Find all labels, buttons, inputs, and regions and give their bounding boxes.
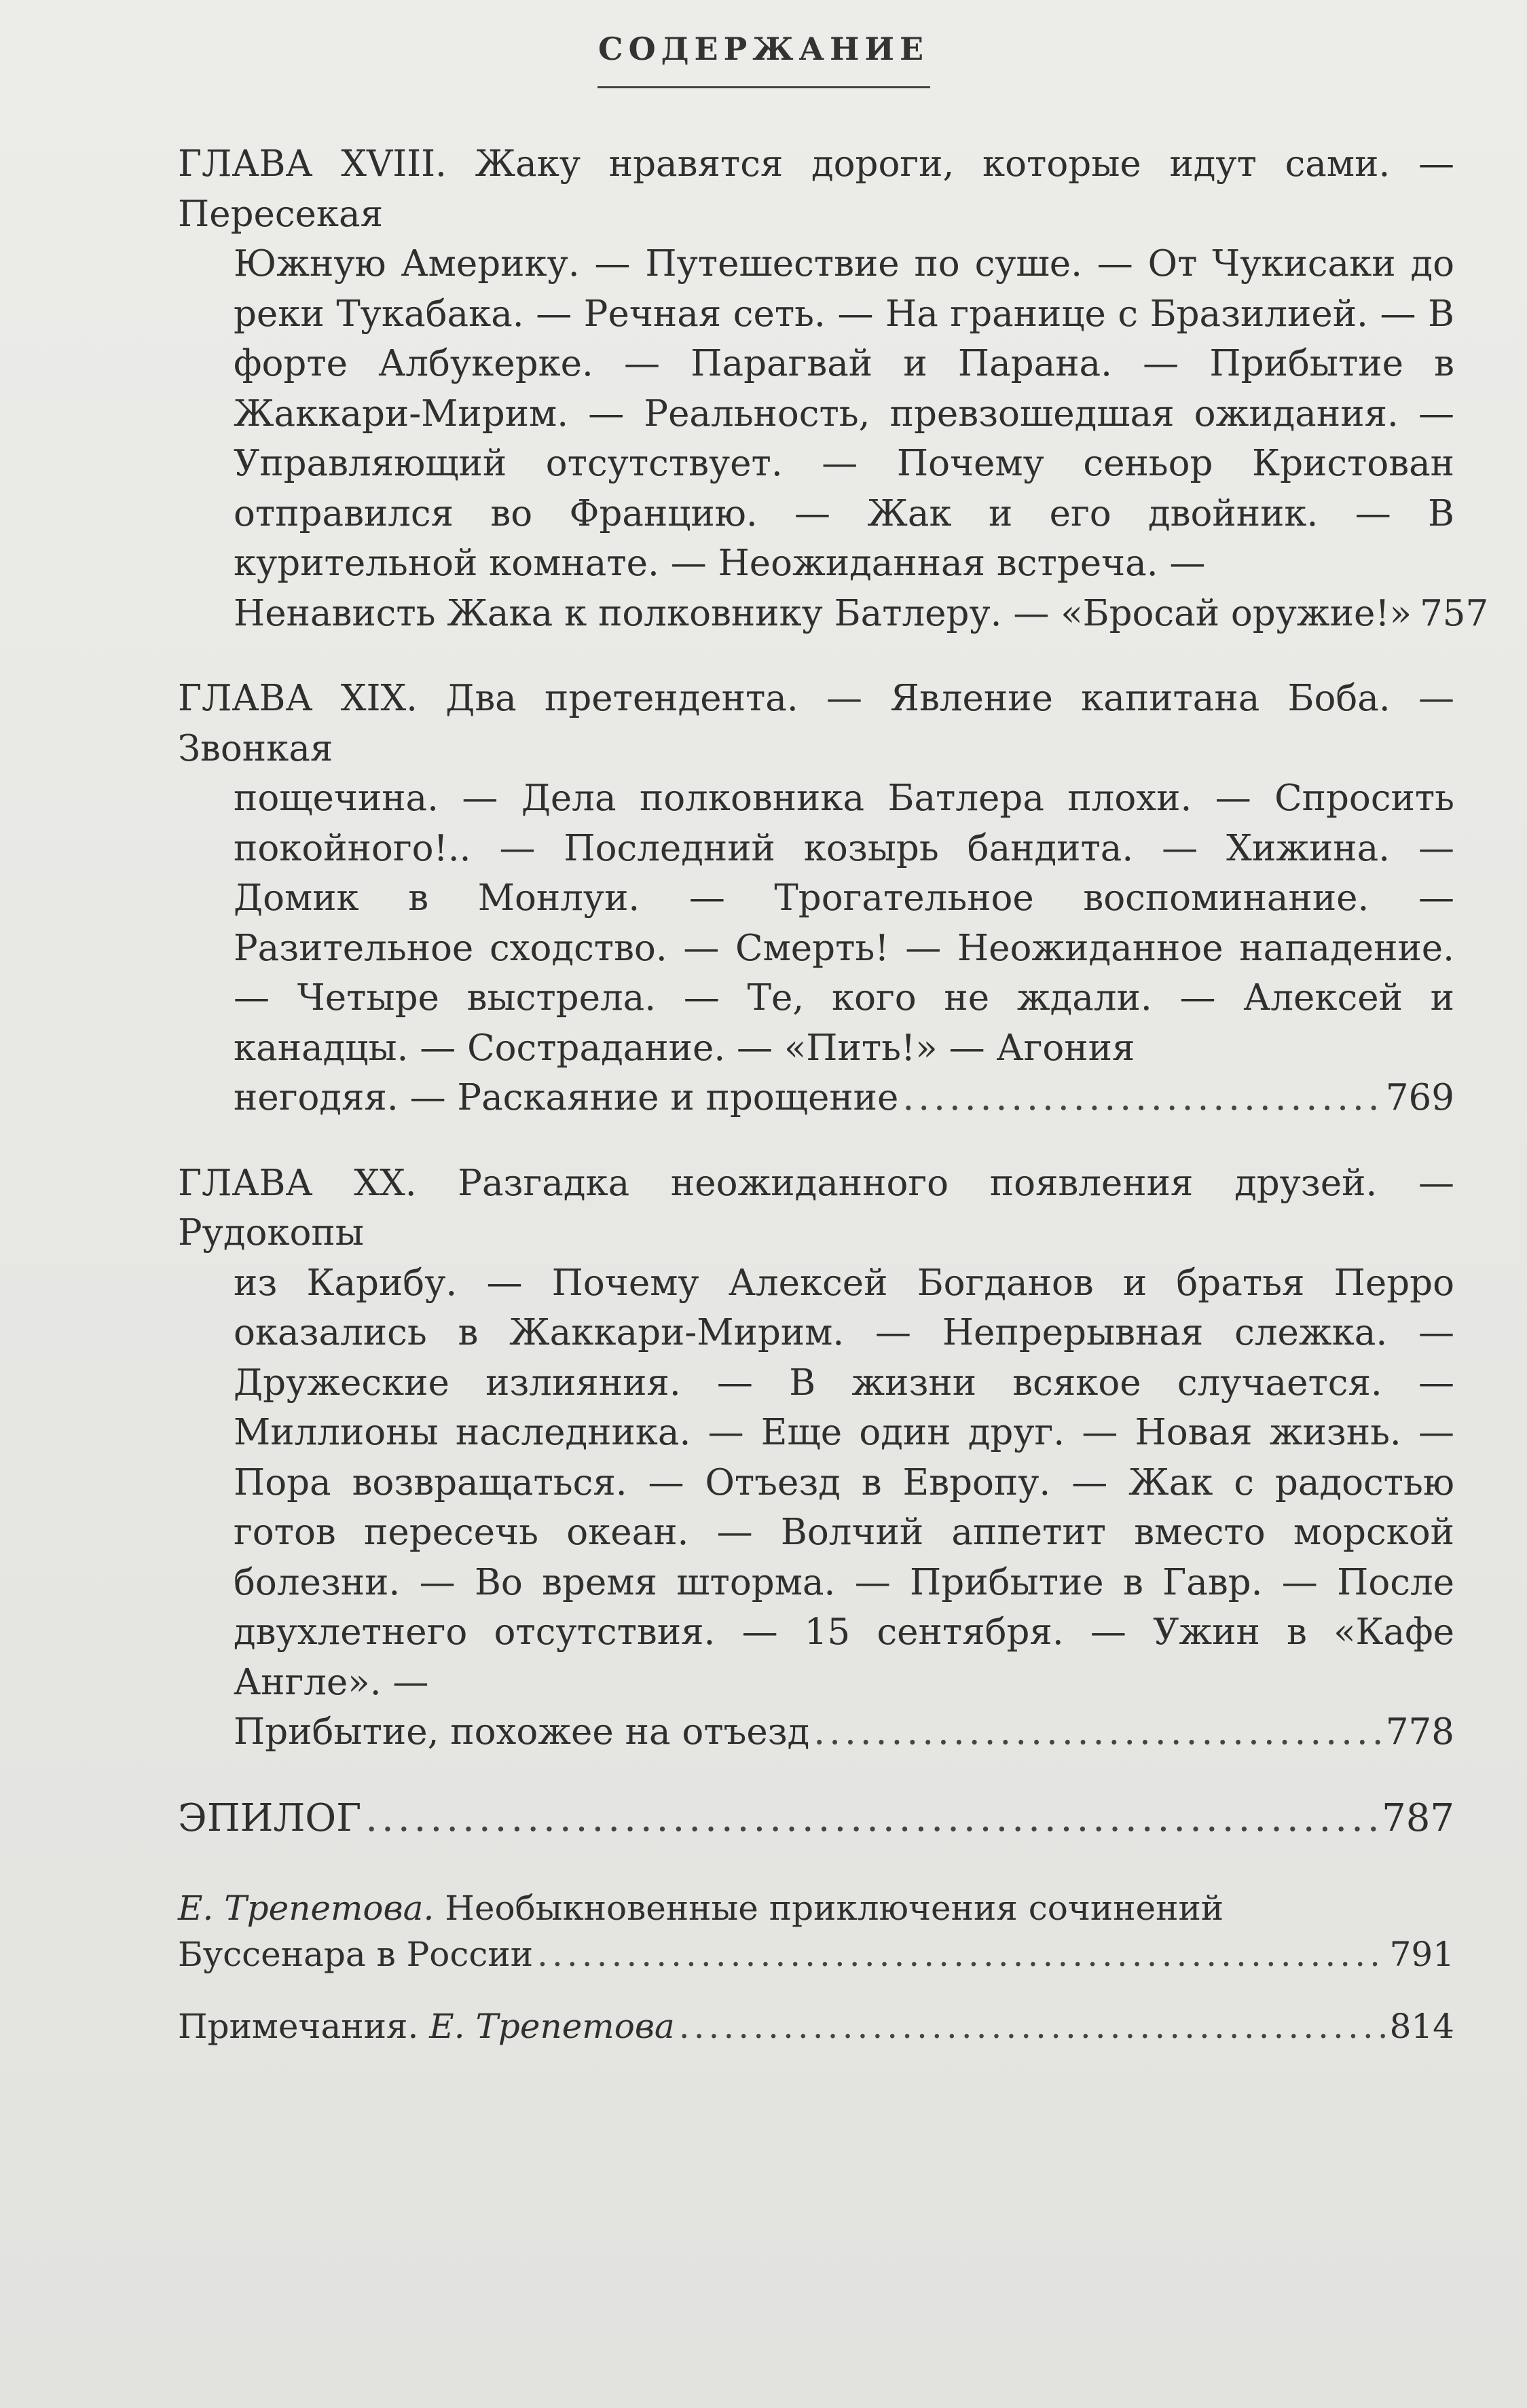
epilog-label: ЭПИЛОГ	[178, 1795, 362, 1840]
chapter-20-last-line: Прибытие, похожее на отъезд	[234, 1711, 810, 1753]
dot-leader	[537, 1931, 1386, 1977]
chapter-19-body-block	[178, 773, 1454, 1123]
toc-entry-chapter-18	[178, 139, 1489, 638]
table-of-contents	[178, 139, 1489, 2075]
chapter-20-leader-line	[234, 1707, 1454, 1757]
chapter-19-body: пощечина. — Дела полковника Батлера плохи. — Спросить покойного!.. — Последний козырь бандита. — Хижина. — Домик в Монлуи. — Трогательное воспоминание. — Разительное сходство. — Смерть! — Неожиданное нападение. — Четыре выстрела. — Те, кого не ждали. — Алексей и канадцы. — Сострадание. — «Пить!» — Агония	[234, 778, 1454, 1069]
chapter-18-body-block	[178, 239, 1489, 638]
dot-leader	[365, 1793, 1378, 1844]
article-page-number: 791	[1389, 1934, 1454, 1974]
toc-entry-article	[178, 1885, 1454, 1977]
notes-text	[178, 2003, 675, 2049]
notes-label: Примечания.	[178, 2006, 419, 2046]
chapter-19-page-number: 769	[1385, 1077, 1454, 1118]
chapter-20-body-block	[178, 1258, 1454, 1757]
chapter-19-last-line: негодяя. — Раскаяние и прощение	[234, 1077, 899, 1118]
article-first-line	[178, 1885, 1454, 1931]
notes-page-number: 814	[1389, 2006, 1454, 2046]
toc-entry-notes	[178, 2003, 1454, 2049]
chapter-18-page-number: 757	[1420, 592, 1489, 634]
chapter-18-leader-line	[234, 589, 1489, 639]
chapter-19-heading: ГЛАВА XIX. Два претендента. — Явление капитана Боба. — Звонкая	[178, 678, 1454, 769]
chapter-20-body: из Карибу. — Почему Алексей Богданов и братья Перро оказались в Жаккари-Мирим. — Непрерывная слежка. — Дружеские излияния. — В жизни всякое случается. — Миллионы наследника. — Еще один друг. — Новая жизнь. — Пора возвращаться. — Отъезд в Европу. — Жак с радостью готов пересечь океан. — Волчий аппетит вместо морской болезни. — Во время шторма. — Прибытие в Гавр. — После двухлетнего отсутствия. — 15 сентября. — Ужин в «Кафе Англе». —	[234, 1262, 1454, 1703]
notes-author: Е. Трепетова	[429, 2006, 675, 2046]
chapter-19-leader-line	[234, 1073, 1454, 1123]
contents-title: СОДЕРЖАНИЕ	[597, 31, 930, 67]
page-header	[0, 31, 1527, 88]
dot-leader	[679, 2003, 1386, 2049]
chapter-18-body: Южную Америку. — Путешествие по суше. — От Чукисаки до реки Тукабака. — Речная сеть. — На границе с Бразилией. — В форте Албукерке. — Парагвай и Парана. — Прибытие в Жаккари-Мирим. — Реальность, превзошедшая ожидания. — Управляющий отсутствует. — Почему сеньор Кристован отправился во Францию. — Жак и его двойник. — В курительной комнате. — Неожиданная встреча. —	[234, 243, 1454, 584]
toc-entry-chapter-20	[178, 1159, 1454, 1757]
article-title-line2: Буссенара в России	[178, 1934, 534, 1974]
chapter-18-heading: ГЛАВА XVIII. Жаку нравятся дороги, которые идут сами. — Пересекая	[178, 143, 1454, 235]
epilog-page-number: 787	[1382, 1795, 1454, 1840]
article-title-line1: Необыкновенные приключения сочинений	[445, 1888, 1224, 1928]
header-rule	[597, 86, 930, 88]
dot-leader	[813, 1707, 1382, 1757]
dot-leader	[902, 1073, 1381, 1123]
toc-entry-epilog	[178, 1793, 1454, 1844]
article-leader-line	[178, 1931, 1454, 1977]
article-author: Е. Трепетова.	[178, 1888, 435, 1928]
chapter-20-heading: ГЛАВА XX. Разгадка неожиданного появления друзей. — Рудокопы	[178, 1162, 1454, 1254]
chapter-20-page-number: 778	[1385, 1711, 1454, 1753]
toc-entry-chapter-19	[178, 674, 1454, 1123]
chapter-18-last-line: Ненависть Жака к полковнику Батлеру. — «Бросай оружие!»	[234, 592, 1412, 634]
